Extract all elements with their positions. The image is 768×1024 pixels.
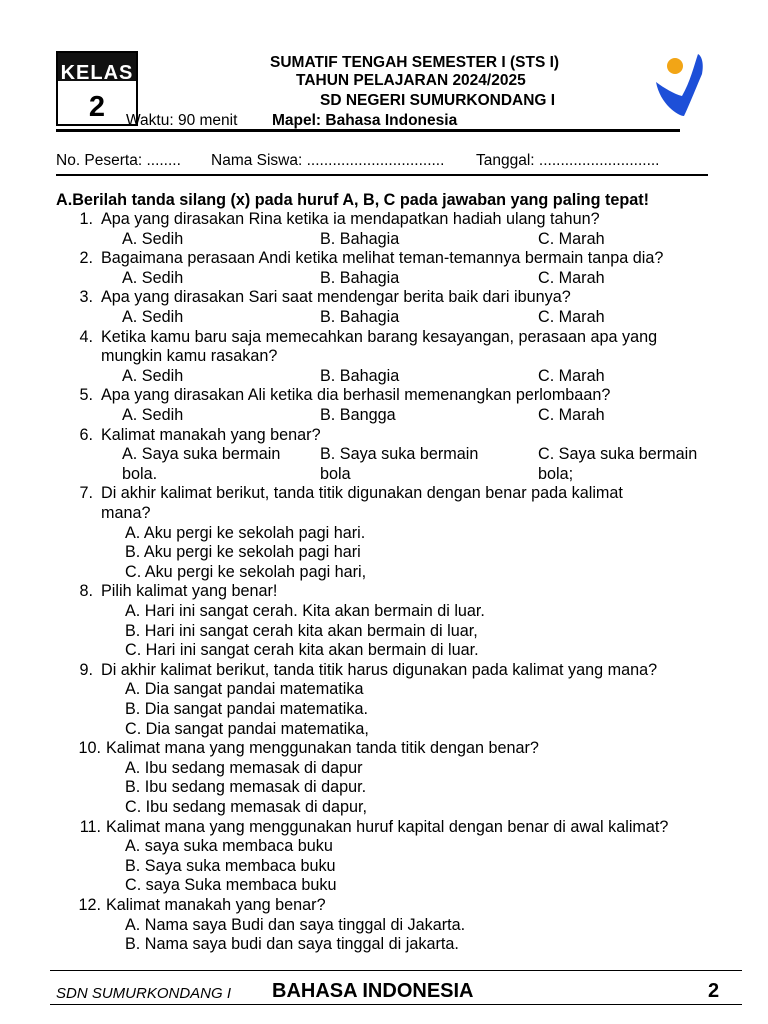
answer-option: B. Bangga bbox=[320, 406, 396, 424]
question-number: 6. bbox=[79, 425, 93, 444]
answer-option: bola bbox=[320, 464, 351, 483]
answer-option: B. Nama saya budi dan saya tinggal di jakarta. bbox=[125, 935, 459, 954]
answer-option: B. Dia sangat pandai matematika. bbox=[125, 700, 368, 718]
question-number: 2. bbox=[79, 249, 93, 268]
answer-option: A. Sedih bbox=[122, 308, 184, 326]
answer-option: C. Marah bbox=[538, 308, 605, 326]
question-text: Kalimat manakah yang benar? bbox=[101, 425, 321, 444]
question-text: Apa yang dirasakan Sari saat mendengar berita baik dari ibunya? bbox=[101, 288, 571, 307]
question-text: Bagaimana perasaan Andi ketika melihat teman-temannya bermain tanpa dia? bbox=[101, 249, 664, 268]
question-number: 4. bbox=[79, 327, 93, 346]
answer-option: C. Saya suka bermain bbox=[538, 445, 698, 464]
school-year: TAHUN PELAJARAN 2024/2025 bbox=[296, 72, 526, 89]
question-text: Ketika kamu baru saja memecahkan barang kesayangan, perasaan apa yang bbox=[101, 327, 658, 346]
footer-school: SDN SUMURKONDANG I bbox=[56, 985, 232, 1002]
info-divider bbox=[56, 174, 708, 176]
answer-option: A. Aku pergi ke sekolah pagi hari. bbox=[125, 523, 366, 542]
answer-option: B. Bahagia bbox=[320, 366, 400, 385]
answer-option: C. Aku pergi ke sekolah pagi hari, bbox=[125, 562, 367, 581]
answer-option: A. Sedih bbox=[122, 229, 184, 248]
question-text: Di akhir kalimat berikut, tanda titik digunakan dengan benar pada kalimat bbox=[101, 484, 623, 503]
answer-option: C. Marah bbox=[538, 366, 605, 385]
question-number: 1. bbox=[79, 210, 93, 228]
section-a-instruction: A.Berilah tanda silang (x) pada huruf A, B, C pada jawaban yang paling tepat! bbox=[56, 191, 650, 209]
footer-page-number: 2 bbox=[708, 980, 720, 1002]
kelas-label: KELAS bbox=[60, 62, 134, 81]
question-number: 11. bbox=[79, 817, 101, 836]
answer-option: B. Ibu sedang memasak di dapur. bbox=[125, 778, 367, 797]
kelas-label-band bbox=[58, 53, 136, 81]
question-text: Kalimat mana yang menggunakan tanda titik dengan benar? bbox=[106, 739, 539, 758]
answer-option: C. Marah bbox=[538, 406, 605, 424]
footer-bottom-rule bbox=[50, 1004, 742, 1005]
answer-option: C. Marah bbox=[538, 229, 605, 248]
answer-option: bola. bbox=[122, 464, 158, 483]
answer-option: A. Sedih bbox=[122, 366, 184, 385]
exam-duration: Waktu: 90 menit bbox=[126, 112, 238, 129]
answer-option: B. Bahagia bbox=[320, 229, 400, 248]
footer-subject: BAHASA INDONESIA bbox=[272, 980, 474, 1002]
participant-number-field: No. Peserta: ........ bbox=[56, 152, 181, 169]
answer-option: A. Dia sangat pandai matematika bbox=[125, 680, 364, 699]
answer-option: A. Ibu sedang memasak di dapur bbox=[125, 758, 363, 777]
date-field: Tanggal: ............................ bbox=[476, 152, 660, 169]
answer-option: B. Aku pergi ke sekolah pagi hari bbox=[125, 543, 361, 562]
answer-option: A. Saya suka bermain bbox=[122, 445, 281, 464]
answer-option: A. Hari ini sangat cerah. Kita akan bermain di luar. bbox=[125, 602, 485, 620]
question-text: mungkin kamu rasakan? bbox=[101, 347, 278, 366]
question-number: 10. bbox=[78, 739, 101, 758]
answer-option: B. Bahagia bbox=[320, 308, 400, 326]
answer-option: C. Marah bbox=[538, 268, 605, 287]
question-text: Pilih kalimat yang benar! bbox=[101, 582, 278, 601]
school-name: SD NEGERI SUMURKONDANG I bbox=[320, 92, 556, 109]
exam-title: SUMATIF TENGAH SEMESTER I (STS I) bbox=[270, 54, 560, 71]
answer-option: B. Hari ini sangat cerah kita akan bermain di luar, bbox=[125, 621, 478, 640]
stylized-person-logo-icon bbox=[640, 44, 724, 128]
answer-option: C. Dia sangat pandai matematika, bbox=[125, 719, 369, 738]
answer-option: A. Sedih bbox=[122, 268, 184, 287]
question-number: 12. bbox=[78, 896, 101, 914]
question-number: 3. bbox=[79, 288, 93, 307]
question-text: mana? bbox=[101, 504, 151, 522]
student-name-field: Nama Siswa: ................................ bbox=[211, 152, 445, 169]
answer-option: bola; bbox=[538, 464, 574, 483]
question-text: Apa yang dirasakan Ali ketika dia berhasil memenangkan perlombaan? bbox=[101, 386, 611, 405]
question-number: 8. bbox=[79, 582, 93, 601]
answer-option: A. Sedih bbox=[122, 406, 184, 424]
answer-option: C. Ibu sedang memasak di dapur, bbox=[125, 798, 368, 816]
question-number: 7. bbox=[79, 484, 93, 503]
answer-option: A. Nama saya Budi dan saya tinggal di Jakarta. bbox=[125, 915, 466, 934]
kelas-number: 2 bbox=[88, 91, 106, 123]
answer-option: B. Bahagia bbox=[320, 268, 400, 287]
question-text: Di akhir kalimat berikut, tanda titik harus digunakan pada kalimat yang mana? bbox=[101, 660, 658, 679]
question-text: Kalimat manakah yang benar? bbox=[106, 896, 326, 914]
answer-option: C. Hari ini sangat cerah kita akan bermain di luar. bbox=[125, 641, 479, 660]
question-text: Apa yang dirasakan Rina ketika ia mendapatkan hadiah ulang tahun? bbox=[101, 210, 600, 228]
question-text: Kalimat mana yang menggunakan huruf kapital dengan benar di awal kalimat? bbox=[106, 817, 669, 836]
question-number: 9. bbox=[79, 660, 93, 679]
answer-option: C. saya Suka membaca buku bbox=[125, 876, 337, 895]
answer-option: B. Saya suka membaca buku bbox=[125, 856, 336, 875]
header-divider bbox=[56, 129, 680, 132]
exam-subject: Mapel: Bahasa Indonesia bbox=[272, 112, 458, 129]
footer-top-rule bbox=[50, 970, 742, 971]
answer-option: A. saya suka membaca buku bbox=[125, 837, 333, 856]
question-number: 5. bbox=[79, 386, 93, 405]
answer-option: B. Saya suka bermain bbox=[320, 445, 479, 464]
